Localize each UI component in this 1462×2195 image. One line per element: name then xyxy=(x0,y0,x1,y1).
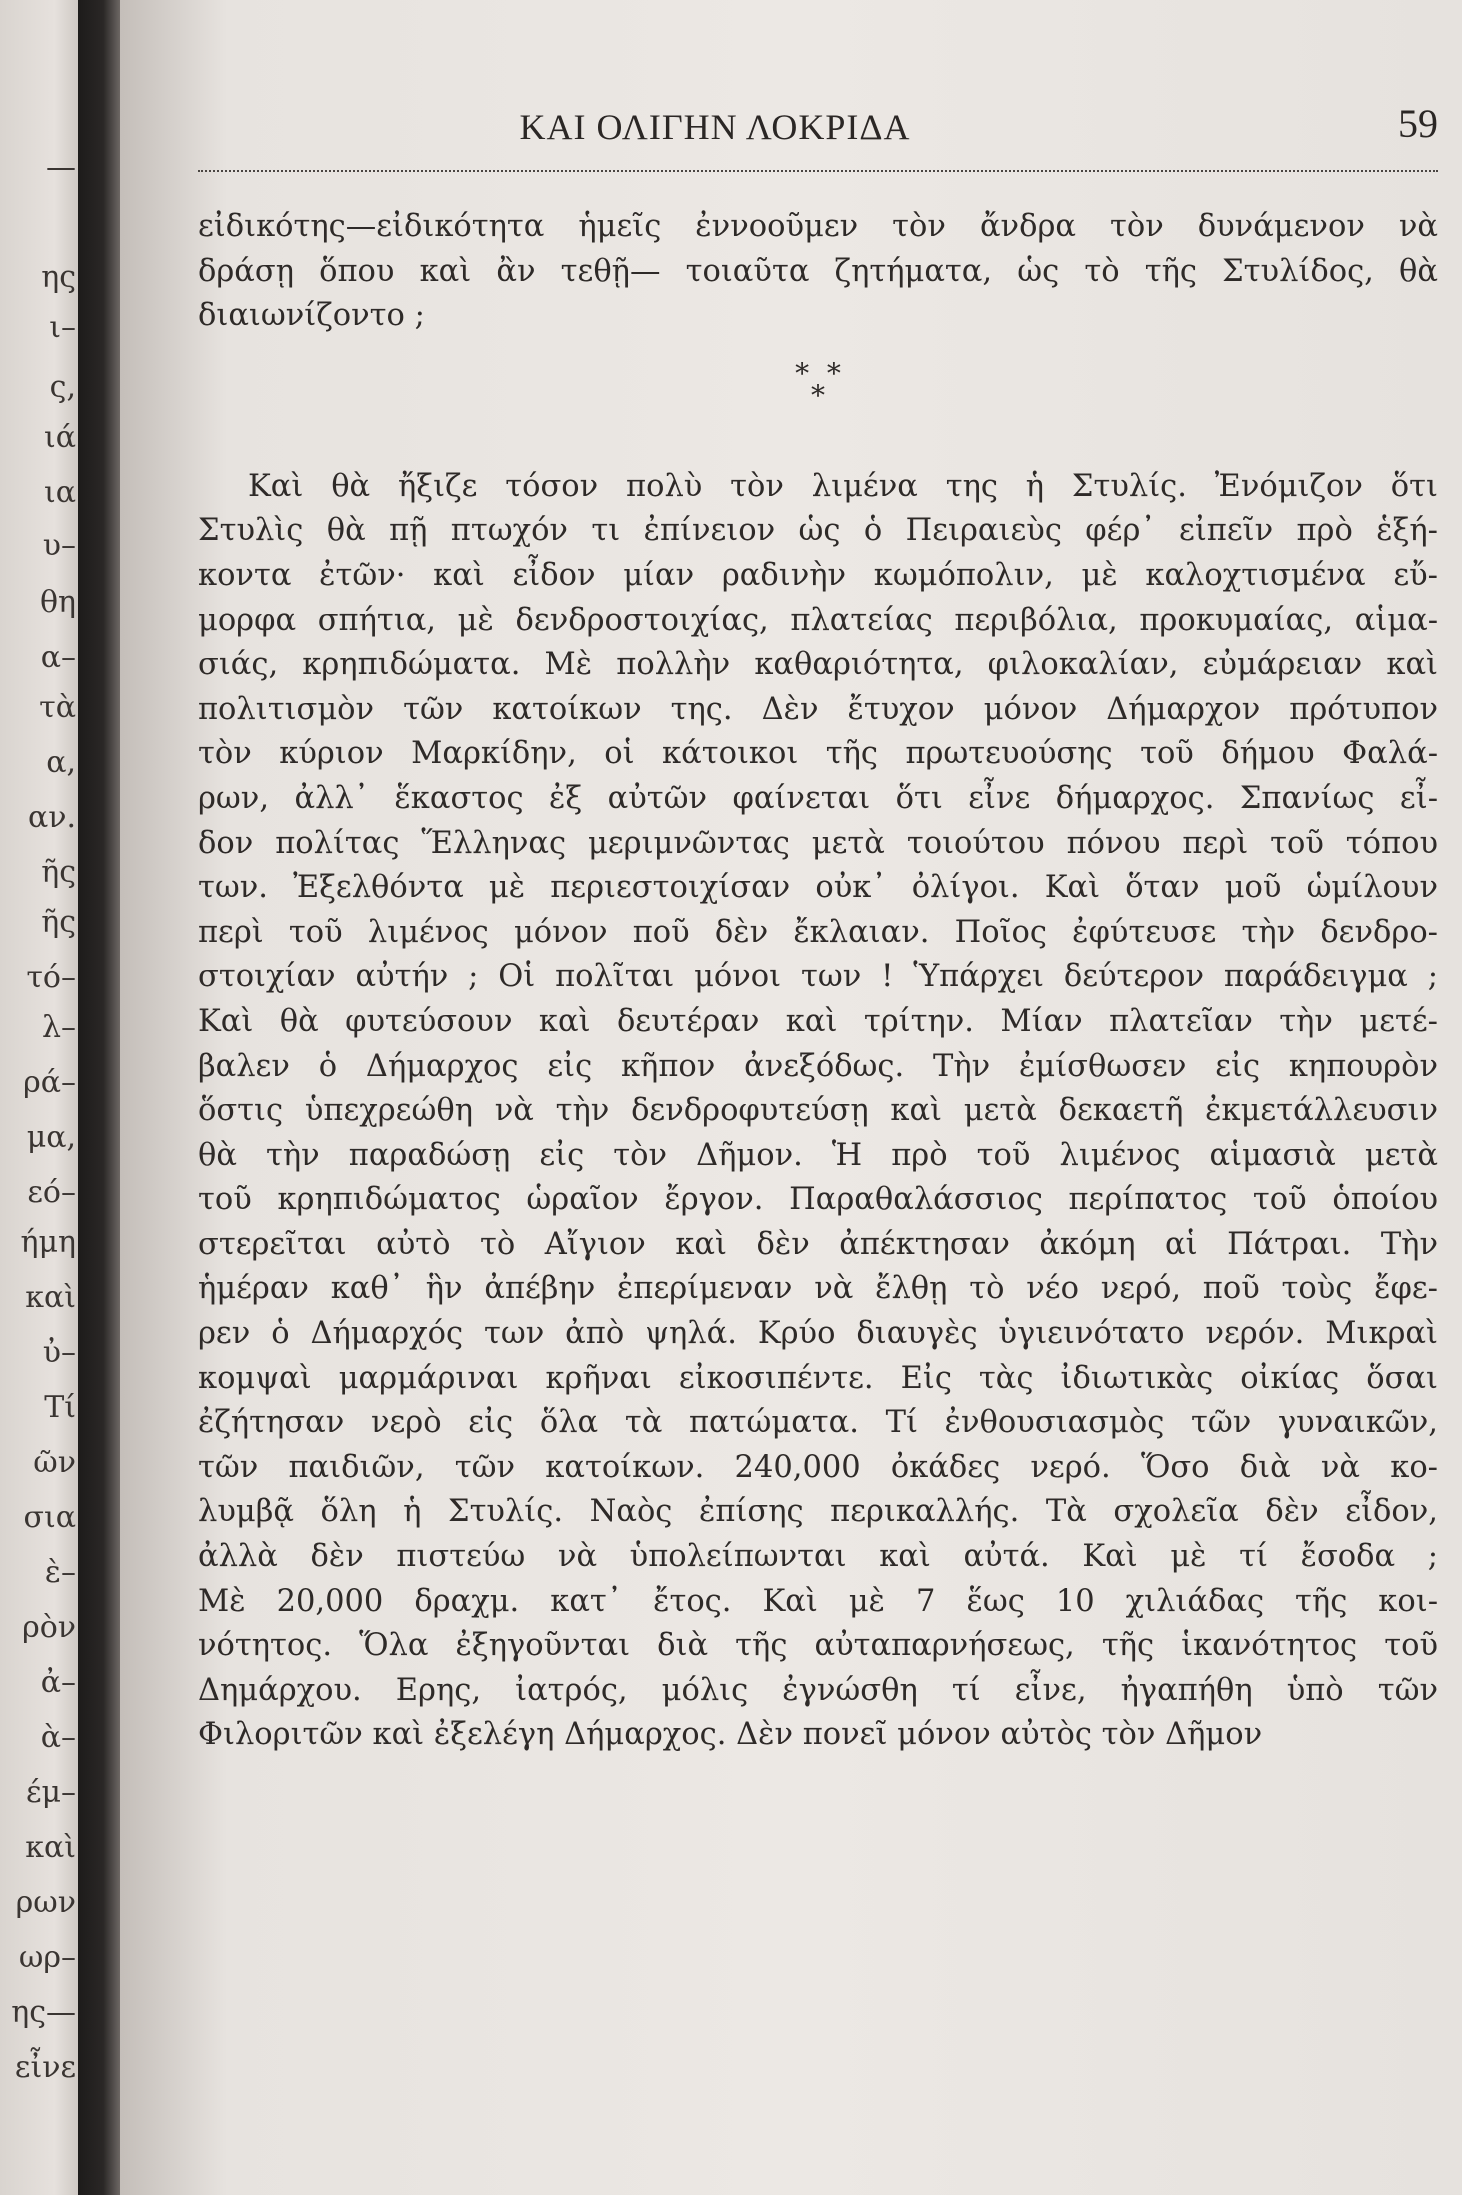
facing-page-fragment: ς, xyxy=(49,370,76,405)
facing-page-fragment: ης— xyxy=(11,1995,76,2030)
facing-page-fragment: ήμη xyxy=(20,1225,76,1260)
text-line: διαιωνίζοντο ; xyxy=(198,298,425,334)
facing-page-fragment: λ– xyxy=(41,1010,76,1045)
text-line: δράσῃ ὅπου καὶ ἂν τεθῇ— τοιαῦτα ζητήματα, ὡς τὸ τῆς Στυλίδος, θὰ xyxy=(198,253,1438,289)
text-line: ἐζήτησαν νερὸ εἰς ὅλα τὰ πατώματα. Τί ἐνθουσιασμὸς τῶν γυναικῶν, xyxy=(198,1405,1438,1441)
text-line: τῶν παιδιῶν, τῶν κατοίκων. 240,000 ὀκάδες νερό. Ὅσο διὰ νὰ κο- xyxy=(198,1449,1438,1485)
separator-star: * xyxy=(811,378,825,412)
section-separator xyxy=(198,339,1438,465)
text-line: Στυλὶς θὰ πῇ πτωχόν τι ἐπίνειον ὡς ὁ Πειραιεὺς φέρ᾽ εἰπεῖν πρὸ ἑξή- xyxy=(198,513,1438,549)
text-line: τοῦ κρηπιδώματος ὡραῖον ἔργον. Παραθαλάσσιος περίπατος τοῦ ὁποίου xyxy=(198,1182,1438,1218)
facing-page-fragment: θη xyxy=(39,585,76,620)
book-gutter xyxy=(78,0,120,2195)
facing-page-fragment: ι– xyxy=(49,310,76,345)
text-line: ρων, ἀλλ᾽ ἕκαστος ἐξ αὐτῶν φαίνεται ὅτι εἶνε δήμαρχος. Σπανίως εἶ- xyxy=(198,780,1438,816)
text-line: βαλεν ὁ Δήμαρχος εἰς κῆπον ἀνεξόδως. Τὴν ἐμίσθωσεν εἰς κηπουρὸν xyxy=(198,1048,1438,1084)
header-rule xyxy=(198,170,1438,172)
facing-page-fragment: ωρ– xyxy=(18,1940,76,1975)
body-text xyxy=(198,205,1438,1758)
text-line: Δημάρχου. Ερης, ἰατρός, μόλις ἐγνώσθη τί εἶνε, ἠγαπήθη ὑπὸ τῶν xyxy=(198,1672,1438,1708)
facing-page-fragment: ια xyxy=(43,475,76,510)
facing-page-fragment: ης xyxy=(41,260,76,295)
text-line: τὸν κύριον Μαρκίδην, οἱ κάτοικοι τῆς πρωτευούσης τοῦ δήμου Φαλά- xyxy=(198,736,1438,772)
facing-page-fragment: υ– xyxy=(42,528,76,563)
facing-page-fragment: αν. xyxy=(27,800,76,835)
facing-page-fragment: ῆς xyxy=(41,855,76,890)
text-line: των. Ἐξελθόντα μὲ περιεστοιχίσαν οὐκ᾽ ὀλίγοι. Καὶ ὅταν μοῦ ὡμίλουν xyxy=(198,870,1438,906)
facing-page-fragment: ιά xyxy=(43,420,76,455)
facing-page-fragment: ὰ– xyxy=(40,1720,76,1755)
text-line: Καὶ θὰ φυτεύσουν καὶ δευτέραν καὶ τρίτην. Μίαν πλατεῖαν τὴν μετέ- xyxy=(198,1003,1438,1039)
running-head-title: ΚΑΙ ΟΛΙΓΗΝ ΛΟΚΡΙΔΑ xyxy=(519,107,911,147)
facing-page-fragment: τό– xyxy=(26,960,76,995)
facing-page-fragment: — xyxy=(46,150,76,185)
text-line: κομψαὶ μαρμάριναι κρῆναι εἰκοσιπέντε. Εἰς τὰς ἰδιωτικὰς οἰκίας ὅσαι xyxy=(198,1360,1438,1396)
facing-page-fragment: ῆς xyxy=(41,905,76,940)
facing-page-fragment: τὰ xyxy=(39,690,76,725)
text-line: στερεῖται αὐτὸ τὸ Αἴγιον καὶ δὲν ἀπέκτησαν ἀκόμη αἱ Πάτραι. Τὴν xyxy=(198,1226,1438,1262)
text-line: νότητος. Ὅλα ἐξηγοῦνται διὰ τῆς αὐταπαρνήσεως, τῆς ἱκανότητος τοῦ xyxy=(198,1628,1438,1664)
facing-page-fragment: έμ– xyxy=(25,1775,76,1810)
facing-page-fragment: α, xyxy=(46,745,76,780)
book-page xyxy=(120,0,1462,2195)
text-line: περὶ τοῦ λιμένος μόνον ποῦ δὲν ἔκλαιαν. Ποῖος ἐφύτευσε τὴν δενδρο- xyxy=(198,914,1438,950)
text-line: Μὲ 20,000 δραχμ. κατ᾽ ἔτος. Καὶ μὲ 7 ἕως 10 χιλιάδας τῆς κοι- xyxy=(198,1583,1438,1619)
facing-page-fragment: ρων xyxy=(15,1885,76,1920)
facing-page-edge xyxy=(0,0,78,2195)
facing-page-fragment: α– xyxy=(40,640,76,675)
text-line: Φιλοριτῶν καὶ ἐξελέγη Δήμαρχος. Δὲν πονεῖ μόνον αὐτὸς τὸν Δῆμον xyxy=(198,1717,1263,1753)
text-line: στοιχίαν αὐτήν ; Οἱ πολῖται μόνοι των ! Ὑπάρχει δεύτερον παράδειγμα ; xyxy=(198,959,1438,995)
facing-page-fragment: εό– xyxy=(27,1175,76,1210)
facing-page-fragment: ἀ– xyxy=(40,1665,76,1700)
text-line: θὰ τὴν παραδώσῃ εἰς τὸν Δῆμον. Ἡ πρὸ τοῦ λιμένος αἱμασιὰ μετὰ xyxy=(198,1137,1438,1173)
text-line: Καὶ θὰ ἤξιζε τόσον πολὺ τὸν λιμένα της ἡ Στυλίς. Ἐνόμιζον ὅτι xyxy=(248,468,1438,504)
separator-star: * xyxy=(795,356,810,390)
facing-page-fragment: καὶ xyxy=(25,1280,76,1315)
facing-page-fragment: ρὸν xyxy=(22,1610,76,1645)
text-line: κοντα ἐτῶν· καὶ εἶδον μίαν ραδινὴν κωμόπολιν, μὲ καλοχτισμένα εὔ- xyxy=(198,557,1438,593)
facing-page-fragment: ρά– xyxy=(23,1065,76,1100)
text-line: ἡμέραν καθ᾽ ἣν ἀπέβην ἐπερίμεναν νὰ ἔλθῃ τὸ νέο νερό, ποῦ τοὺς ἔφε- xyxy=(198,1271,1438,1307)
facing-page-fragment: ὐ– xyxy=(42,1335,76,1370)
text-line: σιάς, κρηπιδώματα. Μὲ πολλὴν καθαριότητα, φιλοκαλίαν, εὐμάρειαν καὶ xyxy=(198,647,1438,683)
running-head xyxy=(198,100,1438,170)
facing-page-fragment: μα, xyxy=(26,1120,76,1155)
page-number: 59 xyxy=(1398,101,1438,146)
separator-star: * xyxy=(826,356,841,390)
text-line: πολιτισμὸν τῶν κατοίκων της. Δὲν ἔτυχον μόνον Δήμαρχον πρότυπον xyxy=(198,691,1438,727)
facing-page-fragment: Τί xyxy=(44,1390,76,1425)
text-line: λυμβᾷ ὅλη ἡ Στυλίς. Ναὸς ἐπίσης περικαλλής. Τὰ σχολεῖα δὲν εἶδον, xyxy=(198,1494,1438,1530)
text-line: ρεν ὁ Δήμαρχός των ἀπὸ ψηλά. Κρύο διαυγὲς ὑγιεινότατο νερόν. Μικραὶ xyxy=(198,1316,1438,1352)
text-line: ὅστις ὑπεχρεώθη νὰ τὴν δενδροφυτεύσῃ καὶ μετὰ δεκαετῆ ἐκμετάλλευσιν xyxy=(198,1093,1438,1129)
facing-page-fragment: ὲ– xyxy=(44,1555,76,1590)
text-line: δον πολίτας Ἕλληνας μεριμνῶντας μετὰ τοιούτου πόνου περὶ τοῦ τόπου xyxy=(198,825,1438,861)
facing-page-fragment: σια xyxy=(23,1500,76,1535)
paragraph-1 xyxy=(198,205,1438,339)
facing-page-fragment: εἶνε xyxy=(14,2050,76,2085)
text-line: εἰδικότης—εἰδικότητα ἡμεῖς ἐννοοῦμεν τὸν ἄνδρα τὸν δυνάμενον νὰ xyxy=(198,209,1438,244)
text-line: μορφα σπήτια, μὲ δενδροστοιχίας, πλατείας περιβόλια, προκυμαίας, αἱμα- xyxy=(198,602,1438,638)
facing-page-fragment: ῶν xyxy=(33,1445,76,1480)
paragraph-2 xyxy=(198,465,1438,1758)
facing-page-fragment: καὶ xyxy=(25,1830,76,1865)
text-line: ἀλλὰ δὲν πιστεύω νὰ ὑπολείπωνται καὶ αὐτά. Καὶ μὲ τί ἔσοδα ; xyxy=(198,1539,1438,1575)
